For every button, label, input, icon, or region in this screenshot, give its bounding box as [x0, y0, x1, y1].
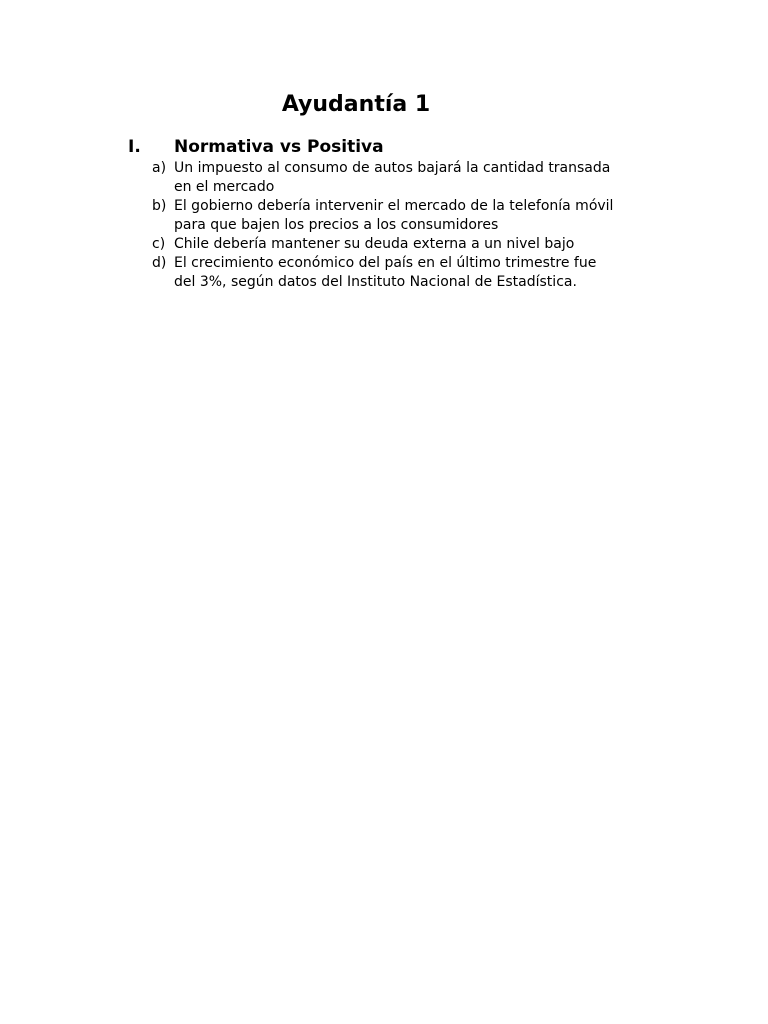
list-item — [150, 197, 620, 235]
list-item-marker: b) — [152, 198, 167, 214]
section-numeral: I. — [128, 137, 141, 157]
list-item-text: Chile debería mantener su deuda externa a un nivel bajo — [174, 236, 575, 252]
list-item-marker: c) — [152, 236, 166, 252]
document-title: Ayudantía 1 — [281, 92, 431, 117]
list-item — [150, 235, 620, 254]
list-item-text: El gobierno debería intervenir el mercado de la telefonía móvil para que bajen los precios a los consumidores — [174, 198, 614, 233]
list-item — [150, 159, 620, 197]
list-item-marker: a) — [152, 160, 167, 176]
list-item-marker: d) — [152, 255, 167, 271]
section-title: Normativa vs Positiva — [174, 137, 384, 157]
list-item — [150, 254, 620, 292]
list-item-text: El crecimiento económico del país en el último trimestre fue del 3%, según datos del Instituto Nacional de Estadística. — [174, 255, 597, 290]
question-list — [150, 159, 620, 292]
list-item-text: Un impuesto al consumo de autos bajará la cantidad transada en el mercado — [174, 160, 611, 195]
